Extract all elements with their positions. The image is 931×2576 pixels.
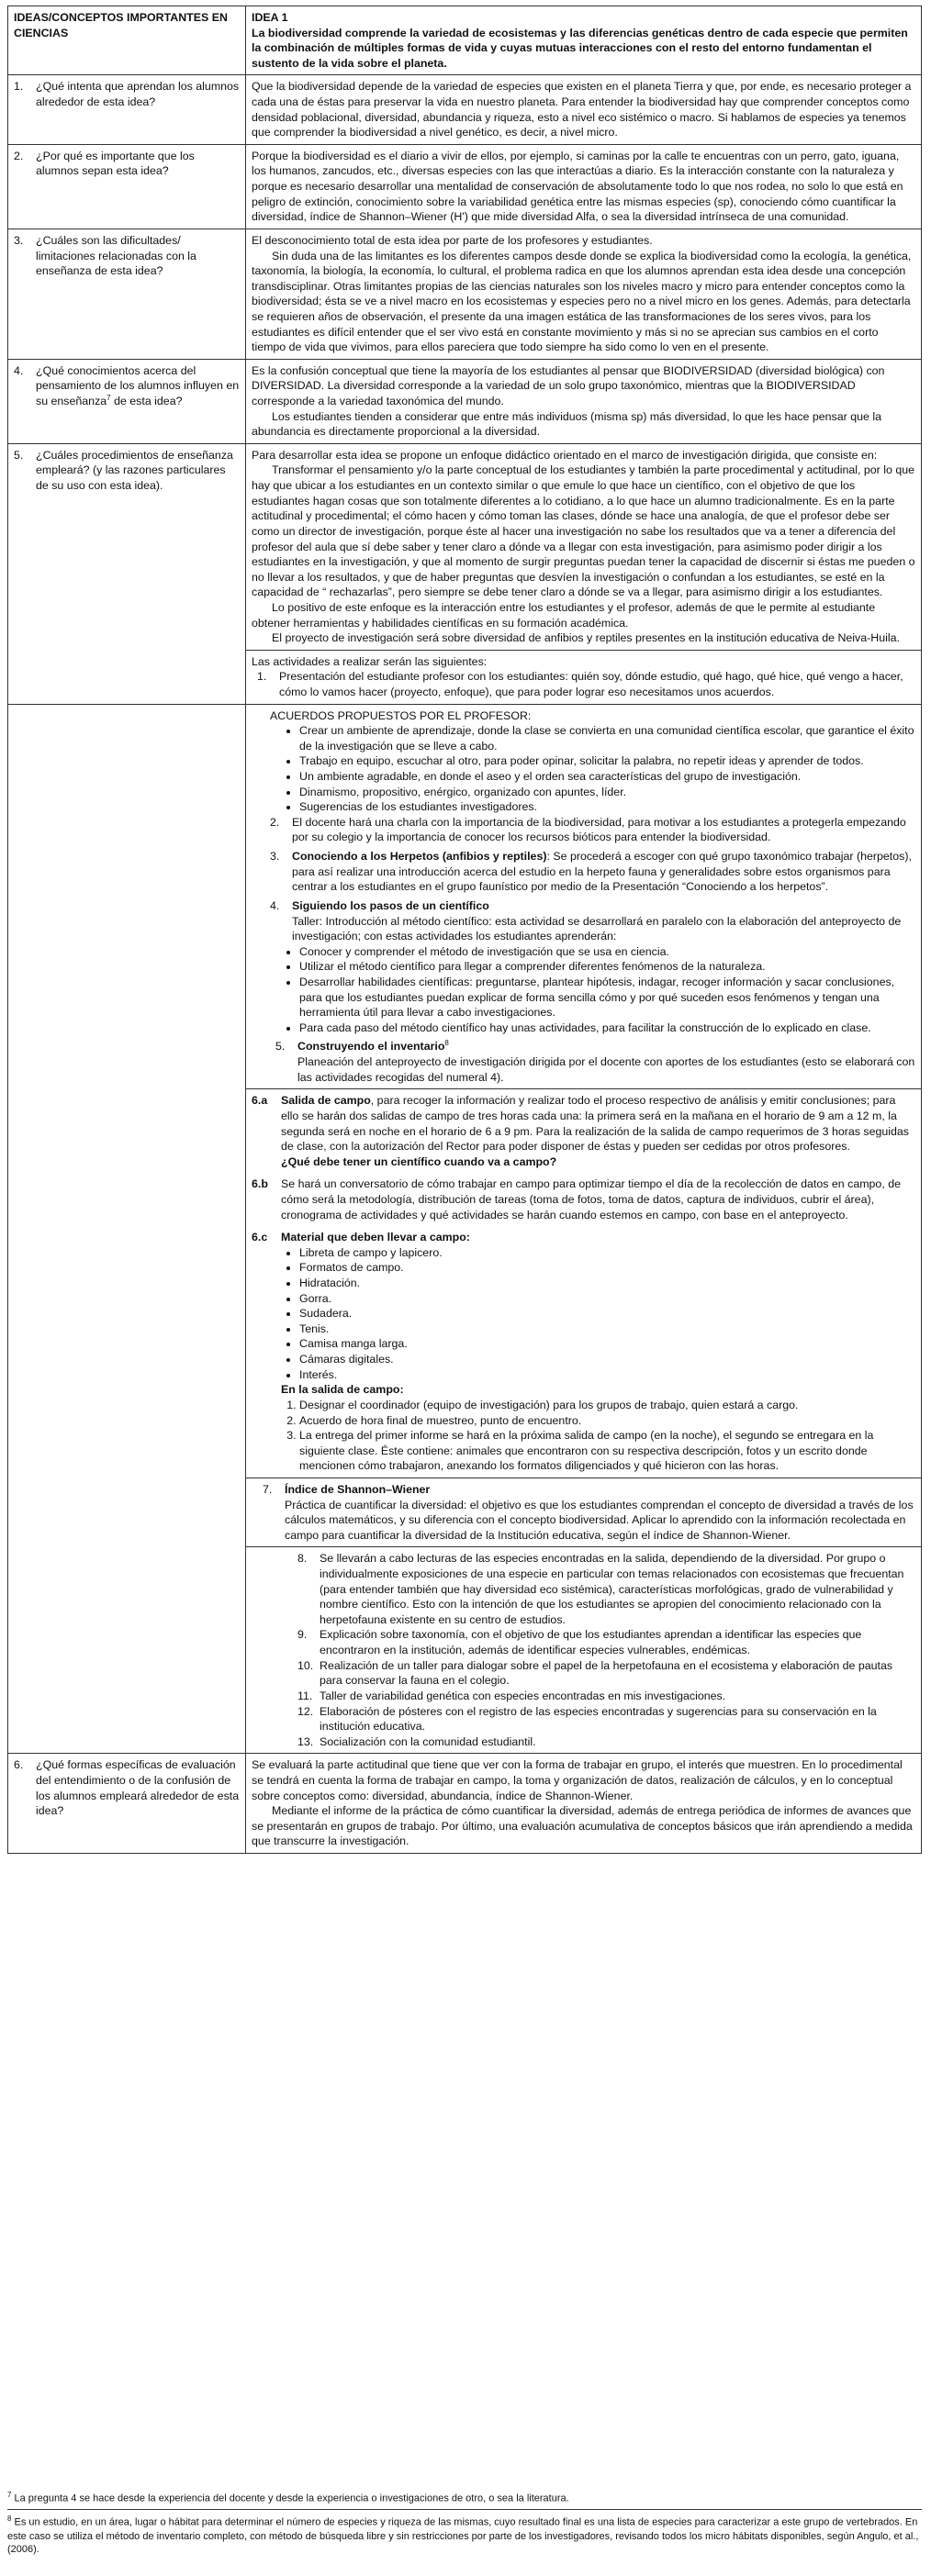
table-row: 7. Índice de Shannon–Wiener Práctica de cuantificar la diversidad: el objetivo es que los estudiantes comprendan el concepto de diversidad a través de los cálculos matemáticos, y su diferencia con el concepto biodiversidad. Aplicar lo aprendido con la información recolectada en campo para cuantificar la diversidad de la Institución educativa, según el índice de Shannon-Wiener. (8, 1478, 922, 1546)
list-item: • Crear un ambiente de aprendizaje, donde la clase se convierta en una comunidad científica escolar, que garantice el éxito de la investigación que se lleve a cabo. (299, 723, 915, 753)
row-number: 2. (14, 149, 24, 162)
table-row: ACUERDOS PROPUESTOS POR EL PROFESOR: • Crear un ambiente de aprendizaje, donde la clase se convierta en una comunidad científica escolar, que garantice el éxito de la investigación que se lleve a cabo. • Trabajo en equipo, escuchar al otro, para poder opinar, solicitar la palabra, no repetir ideas y aprender de todos. • Un ambiente agradable, en donde el aseo y el orden sea características del grupo de investigación. • Dinamismo, propositivo, enérgico, organizado con apuntes, líder. • Sugerencias de los estudiantes investigadores. 2. El docente hará una charla con la importancia de la biodiversidad, para motivar a los estudiantes a protegerla empezando por su colegio y la importancia de conocer los recursos bióticos para entender la biodiversidad. 3. Conociendo a los Herpetos (anfibios y reptiles): Se procederá a escoger con qué grupo taxonómico trabajar (herpetos), para así realizar una introducción acerca del estudio en la herpeto fauna y generalidades sobre estos organismos para centrar a los estudiantes en el grupo faunístico por medio de la Presentación “Conociendo a los herpetos”. 4. Siguiendo los pasos de un científico Taller: Introducción al método científico: esta actividad se desarrollará en paralelo con la elaboración del anteproyecto de investigación; con estas actividades los estudiantes aprenderán: • Conocer y comprender el método de investigación que se usa en ciencia. • Utilizar el método científico para llegar a comprender diferentes fenómenos de la naturaleza. • Desarrollar habilidades científicas: preguntarse, plantear hipótesis, indagar, recoger información y sacar conclusiones, para que los estudiantes puedan explicar de forma sencilla cómo y por qué suceden esos fenómenos y tengan una herramienta útil para llevar a cabo investigaciones. • Para cada paso del método científico hay unas actividades, para facilitar la construcción de lo explicado en clase. 5. Construyendo el inventario$^8$ Planeación del anteproyecto de investigación dirigida por el docente con aportes de los estudiantes (esto se elaborará con las actividades recogidas del numeral 4). (8, 704, 922, 1089)
list-item: • Utilizar el método científico para llegar a comprender diferentes fenómenos de la naturaleza. (299, 959, 915, 975)
row-answer: Que la biodiversidad depende de la variedad de especies que existen en el planeta Tierra y que, por ende, es necesario proteger a cada una de éstas para preservar la vida en nuestro planeta. Para entender la biodiversidad hay que comprender conceptos como densidad poblacional, diversidad, abundancia y riqueza, esto a nivel eco sistémico o macro. Si hablamos de especies ya tenemos que comprender la biodiversidad a nivel genético, es decir, a nivel micro. (252, 80, 912, 139)
row-answer-paragraph: Mediante el informe de la práctica de cómo cuantificar la diversidad, además de entrega periódica de informes de avances que se presentarán en grupos de trabajo. Por último, una evaluación acumulativa de conceptos básicos que irán aprendiendo a medida que transcurre la investigación. (252, 1804, 913, 1848)
row-answer-paragraph: Para desarrollar esta idea se propone un enfoque didáctico orientado en el marco de investigación dirigida, que consiste en: (252, 448, 878, 462)
row-question: ¿Qué intenta que aprendan los alumnos alrededor de esta idea? (36, 80, 240, 109)
footnote-ref: 7 (107, 394, 111, 403)
row-answer-paragraph: El proyecto de investigación será sobre diversidad de anfibios y reptiles presentes en la institución educativa de Neiva-Huila. (272, 631, 900, 645)
table-row (8, 229, 922, 359)
footnote-ref: 8 (444, 1039, 449, 1048)
row-answer-paragraph: Se evaluará la parte actitudinal que tiene que ver con la forma de trabajar en grupo, el interés que muestren. En lo procedimental se tendrá en cuenta la forma de trabajar en campo, la toma y organización de datos, realización de cálculos, y en lo conceptual sobre conceptos como: diversidad, abundancia, índice de Shannon-Wiener. (252, 1758, 903, 1802)
footnote-7: $^7$ La pregunta 4 se hace desde la experiencia del docente y desde la experiencia o investigaciones de otro, o sea la literatura. (7, 2491, 569, 2504)
table-header-row (8, 6, 922, 75)
footnote-divider (7, 2509, 922, 2510)
row-number: 6. (14, 1758, 24, 1772)
list-item: • Tenis. (299, 1321, 915, 1337)
list-item: • Dinamismo, propositivo, enérgico, organizado con apuntes, líder. (299, 785, 915, 800)
activity-item: Se llevarán a cabo lecturas de las especies encontradas en la salida, dependiendo de la diversidad. Por grupo o individualmente exposiciones de una especie en particular con temas relacionados con ecosistemas que frecuentan (para entender también que hay diversidad eco sistémica), características morfológicas, grado de vulnerabilidad y nombre científico. Esto con la intención de que los estudiantes se apropien del conocimiento relacionado con la herpetofauna existente en su centro de estudios. (320, 1552, 904, 1626)
row-answer-paragraph: Es la confusión conceptual que tiene la mayoría de los estudiantes al pensar que BIODIVERSIDAD (diversidad biológica) con DIVERSIDAD. La diversidad corresponde a la variedad de un solo grupo taxonómico, mientras que la BIODIVERSIDAD corresponde a la variedad taxonómica del mundo. (252, 363, 885, 408)
row-number: 4. (14, 363, 24, 377)
header-right (246, 6, 922, 75)
activity-title: Material que deben llevar a campo: (281, 1231, 470, 1244)
header-left: IDEAS/CONCEPTOS IMPORTANTES EN CIENCIAS (8, 6, 246, 75)
activity-item: Taller de variabilidad genética con especies encontradas en mis investigaciones. (320, 1689, 726, 1702)
activity-item: Explicación sobre taxonomía, con el objetivo de que los estudiantes aprendan a identificar las especies que encontraron en la institución, además de identificar especies vulnerables, endémicas. (320, 1628, 862, 1657)
table-row: 8. Se llevarán a cabo lecturas de las especies encontradas en la salida, dependiendo de la diversidad. Por grupo o individualmente exposiciones de una especie en particular con temas relacionados con ecosistemas que frecuentan (para entender también que hay diversidad eco sistémica), características morfológicas, grado de vulnerabilidad y nombre científico. Esto con la intención de que los estudiantes se apropien del conocimiento relacionado con la herpetofauna existente en su centro de estudios. 9. Explicación sobre taxonomía, con el objetivo de que los estudiantes aprendan a identificar las especies que encontraron en la institución, además de identificar especies vulnerables, endémicas. 10. Realización de un taller para dialogar sobre el papel de la herpetofauna en el ecosistema y elaboración de pautas para conservar la fauna en el colegio. 11. Taller de variabilidad genética con especies encontradas en mis investigaciones. 12. Elaboración de pósteres con el registro de las especies encontradas y sugerencias para su conservación en la institución educativa. 13. Socialización con la comunidad estudiantil. (8, 1547, 922, 1754)
method-list (270, 944, 915, 1036)
row-question: ¿Cuáles procedimientos de enseñanza empleará? (y las razones particulares de su uso con esta idea). (36, 448, 233, 493)
list-item: • Gorra. (299, 1291, 915, 1307)
list-item: 2. Acuerdo de hora final de muestreo, punto de encuentro. (299, 1413, 915, 1429)
list-item: • Hidratación. (299, 1276, 915, 1291)
row-answer-paragraph: Lo positivo de este enfoque es la interacción entre los estudiantes y el profesor, además de que le permite al estudiante obtener herramientas y habilidades científicas en su formación académica. (252, 600, 876, 630)
activity-item: Conociendo a los Herpetos (anfibios y reptiles): Se procederá a escoger con qué grupo taxonómico trabajar (herpetos), para así realizar una introducción acerca del estudio en la herpeto fauna y generalidades sobre estos organismos para centrar a los estudiantes en el grupo faunístico por medio de la Presentación “Conociendo a los herpetos”. (292, 850, 912, 894)
list-item: • Camisa manga larga. (299, 1336, 915, 1352)
activity-item: El docente hará una charla con la importancia de la biodiversidad, para motivar a los estudiantes a protegerla empezando por su colegio y la importancia de conocer los recursos bióticos para entender la biodiversidad. (292, 815, 906, 844)
list-item: • Formatos de campo. (299, 1260, 915, 1276)
activities-intro: Las actividades a realizar serán las siguientes: (252, 654, 488, 668)
list-item: • Conocer y comprender el método de investigación que se usa en ciencia. (299, 944, 915, 960)
idea-title: IDEA 1 (252, 11, 288, 24)
material-list (252, 1245, 915, 1382)
list-item: • Desarrollar habilidades científicas: preguntarse, plantear hipótesis, indagar, recoger información y sacar conclusiones, para que los estudiantes puedan explicar de forma sencilla cómo y por qué suceden esos fenómenos y tengan una herramienta útil para llevar a cabo investigaciones. (299, 975, 915, 1020)
list-item: • Sudadera. (299, 1306, 915, 1321)
table-row (8, 359, 922, 443)
activity-question: ¿Qué debe tener un científico cuando va a campo? (281, 1154, 557, 1168)
list-item: • Para cada paso del método científico hay unas actividades, para facilitar la construcción de lo explicado en clase. (299, 1020, 915, 1036)
row-answer-paragraph: Sin duda una de las limitantes es los diferentes campos desde donde se explica la biodiversidad como la ecología, la genética, taxonomía, la biología, la economía, lo cultural, el problema radica en que los alumnos aprendan esta idea desde una concepción transdisciplinar. Otras limitantes propias de las ciencias naturales son los niveles macro y micro para entender conceptos como la biodiversidad; ésta se ve a nivel macro en los ecosistemas y especies pero no a nivel micro en los genes. Además, para detectarla se requieren años de observación, el presente da una imagen estática de las transformaciones de los seres vivos, para los estudiantes es difícil entender que el ser vivo está en constante movimiento y más si no se aprecian sus cambios en el corto tiempo de vida que vivimos, para ellos pareciera que todo siempre ha sido como lo ven en el presente. (252, 249, 912, 354)
salida-list (252, 1398, 915, 1474)
activity-item: Se hará un conversatorio de cómo trabajar en campo para optimizar tiempo el día de la recolección de datos en campo, de cómo será la metodología, distribución de tareas (toma de fotos, toma de datos, captura de individuos, cubrir el área), cronograma de actividades y qué actividades se harán cuando estemos en campo, con base en el anteproyecto. (281, 1177, 901, 1221)
row-number: 3. (14, 233, 24, 247)
footnote-8: $^8$ Es un estudio, en un área, lugar o hábitat para determinar el número de especies y riqueza de las mismas, cuyo resultado final es una lista de especies para caracterizar a este grupo de vertebrados. En este caso se utiliza el método de inventario completo, con método de búsqueda libre y sin restricciones por parte de los investigadores, revisando todos los micro hábitats disponibles, según Angulo, et al., (2006). (7, 2515, 919, 2556)
row-answer-paragraph: Los estudiantes tienden a considerar que entre más individuos (misma sp) más diversidad, lo que les hace pensar que la abundancia es directamente proporcional a la diversidad. (252, 409, 881, 439)
activity-title: Índice de Shannon–Wiener (285, 1482, 431, 1496)
acuerdos-title: ACUERDOS PROPUESTOS POR EL PROFESOR: (270, 708, 532, 722)
pck-table (7, 6, 922, 1854)
list-item: • Trabajo en equipo, escuchar al otro, para poder opinar, solicitar la palabra, no repetir ideas y aprender de todos. (299, 753, 915, 769)
table-row (8, 443, 922, 650)
list-item: 1. Designar el coordinador (equipo de investigación) para los grupos de trabajo, quien estará a cargo. (299, 1398, 915, 1413)
row-number: 5. (14, 448, 24, 462)
row-number: 1. (14, 80, 24, 94)
idea-statement: La biodiversidad comprende la variedad de ecosistemas y las diferencias genéticas dentro de cada especie que permiten la combinación de múltiples formas de vida y cuyas mutuas interacciones con el resto del entorno fundamentan el sustento de la vida sobre el planeta. (252, 26, 908, 70)
row-answer-paragraph: Transformar el pensamiento y/o la parte conceptual de los estudiantes y también la parte procedimental y actitudinal, por lo que hay que ubicar a los estudiantes en un contexto similar o que emule lo que hace un científico, con el objetivo de que los estudiantes hagan cosas que son totalmente diferentes a lo cotidiano, a lo que hace un alumno tradicionalmente. Es en la parte actitudinal y procedimental; el cómo hacen y cómo toman las clases, dónde se hace una analogía, de que el profesor debe ser como un director de investigación, porque éste al hacer una investigación no sabe los resultados que va a tener a diferencia del profesor del aula que sí debe saber y tener claro a dónde va a llegar con esta investigación, para asimismo poder dirigir a los estudiantes en la investigación, y que al momento de surgir preguntas puedan tener la capacidad de discernir si éstas me pueden o no llevar a los resultados, y que de haber preguntas que desvíen la investigación o confundan a los estudiantes, se esté en la capacidad de “ rechazarlas”, pero siempre se debe tener claro a dónde se va a llegar, para asimismo dirigir a los estudiantes. (252, 463, 915, 599)
row-answer-paragraph: El desconocimiento total de esta idea por parte de los profesores y estudiantes. (252, 233, 653, 247)
list-item: • Cámaras digitales. (299, 1352, 915, 1367)
activity-item: Construyendo el inventario$^8$ Planeación del anteproyecto de investigación dirigida por el docente con aportes de los estudiantes (esto se elaborará con las actividades recogidas del numeral 4). (297, 1039, 915, 1084)
activity-item: Práctica de cuantificar la diversidad: el objetivo es que los estudiantes comprendan el concepto de diversidad a través de los cálculos matemáticos, y su diferencia con el concepto biodiversidad. Aplicar lo aprendido con la información recolectada en campo para cuantificar la diversidad de la Institución educativa, según el índice de Shannon-Wiener. (285, 1498, 914, 1542)
row-question: ¿Qué formas específicas de evaluación del entendimiento o de la confusión de los alumnos empleará alrededor de esta idea? (36, 1758, 240, 1818)
list-item: • Interés. (299, 1367, 915, 1383)
row-answer: Porque la biodiversidad es el diario a vivir de ellos, por ejemplo, si caminas por la calle te encuentras con un perro, gato, iguana, los humanos, zancudos, etc., diversas especies con las que interactúas a diario. Es la interacción constante con la naturaleza y porque es necesario desarrollar una mentalidad de conservación de absolutamente todo lo que nos rodea, no solo lo que está en peligro de extinción, conocimiento sobre la variabilidad genética entre las mismas especies (sp), conociendo cómo cuantificar la diversidad, índice de Shannon–Wiener (H') que mide diversidad Alfa, o sea la diversidad intrínseca de una comunidad. (252, 149, 903, 224)
list-item: • Un ambiente agradable, en donde el aseo y el orden sea características del grupo de investigación. (299, 769, 915, 785)
table-row: 6.a Salida de campo, para recoger la información y realizar todo el proceso respectivo de análisis y emitir conclusiones; para ello se harán dos salidas de campo de tres horas cada una: la primera será en la mañana en el horario de 9 am a 12 m, la segunda será en noche en el horario de 6 a 9 pm. Para la realización de la salida de campo requerimos de 3 horas seguidas de clase, con la autorización del Rector para poder disponer de éstas y pueden ser cedidas por otros profesores. ¿Qué debe tener un científico cuando va a campo? 6.b Se hará un conversatorio de cómo trabajar en campo para optimizar tiempo el día de la recolección de datos en campo, de cómo será la metodología, distribución de tareas (toma de fotos, toma de datos, captura de individuos, cubrir el área), cronograma de actividades y qué actividades se harán cuando estemos en campo, con base en el anteproyecto. 6.c Material que deben llevar a campo: • Libreta de campo y lapicero. • Formatos de campo. • Hidratación. • Gorra. • Sudadera. • Tenis. • Camisa manga larga. • Cámaras digitales. • Interés. En la salida de campo: 1. Designar el coordinador (equipo de investigación) para los grupos de trabajo, quien estará a cargo. 2. Acuerdo de hora final de muestreo, punto de encuentro. 3. La entrega del primer informe se hará en la próxima salida de campo (en la noche), el segundo se entregara en la siguiente clase. Éste contiene: animales que encontraron con su respectiva descripción, fotos y un escrito donde mencionen cómo trabajaron, anexando los formatos diligenciados y qué hicieron con las horas. (8, 1089, 922, 1478)
activity-item: Elaboración de pósteres con el registro de las especies encontradas y sugerencias para su conservación en la institución educativa. (320, 1704, 877, 1734)
table-row (8, 144, 922, 229)
list-item: • Sugerencias de los estudiantes investigadores. (299, 799, 915, 815)
row-question: ¿Qué conocimientos acerca del pensamiento de los alumnos influyen en su enseñanza$^7$ de esta idea? (36, 363, 240, 408)
activity-item: Siguiendo los pasos de un científico Taller: Introducción al método científico: esta actividad se desarrollará en paralelo con la elaboración del anteproyecto de investigación; con estas actividades los estudiantes aprenderán: (292, 898, 902, 943)
activity-item: Presentación del estudiante profesor con los estudiantes: quién soy, dónde estudio, qué hago, qué hice, qué vengo a hacer, cómo lo vamos hacer (proyecto, enfoque), que para poder lograr eso necesitamos unos acuerdos. (279, 670, 903, 698)
table-row (8, 75, 922, 144)
list-item: • Libreta de campo y lapicero. (299, 1245, 915, 1261)
row-question: ¿Cuáles son las dificultades/ limitaciones relacionadas con la enseñanza de esta idea? (36, 233, 196, 278)
table-row (8, 1754, 922, 1854)
activity-item: Realización de un taller para dialogar sobre el papel de la herpetofauna en el ecosistema y elaboración de pautas para conservar la fauna en el colegio. (320, 1658, 893, 1688)
activity-title: Salida de campo (281, 1094, 371, 1108)
acuerdos-list (270, 723, 915, 815)
table-row: Las actividades a realizar serán las siguientes: 1. Presentación del estudiante profesor con los estudiantes: quién soy, dónde estudio, qué hago, qué hice, qué vengo a hacer, cómo lo vamos hacer (proyecto, enfoque), que para poder lograr eso necesitamos unos acuerdos. (8, 650, 922, 704)
activity-item: Socialización con la comunidad estudiantil. (320, 1734, 536, 1748)
salida-title: En la salida de campo: (281, 1383, 404, 1397)
row-question: ¿Por qué es importante que los alumnos sepan esta idea? (36, 149, 195, 178)
list-item: 3. La entrega del primer informe se hará en la próxima salida de campo (en la noche), el segundo se entregara en la siguiente clase. Éste contiene: animales que encontraron con su respectiva descripción, fotos y un escrito donde mencionen cómo trabajaron, anexando los formatos diligenciados y qué hicieron con las horas. (299, 1428, 915, 1474)
